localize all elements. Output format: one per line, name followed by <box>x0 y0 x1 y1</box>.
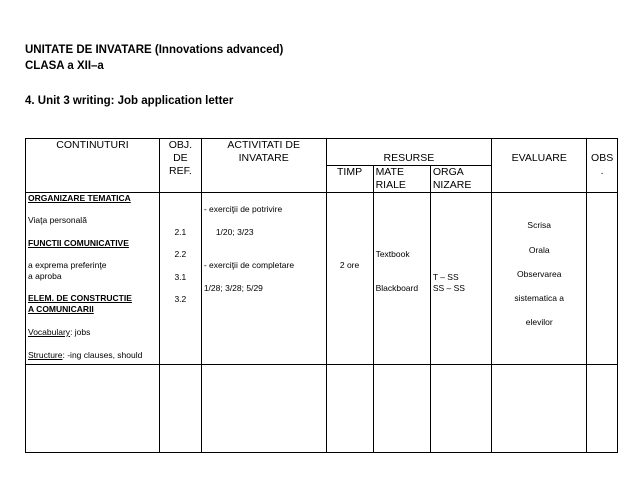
empty-cell <box>159 365 201 453</box>
exercise-2-ref: 1/28; 3/28; 5/29 <box>203 283 263 293</box>
exercise-2: - exerciţii de completare <box>203 260 295 270</box>
obj-ref-3: 3.1 <box>174 272 187 282</box>
exercise-1-ref: 1/20; 3/23 <box>215 227 254 237</box>
functii-comunicative-heading: FUNCTII COMUNICATIVE <box>28 238 129 248</box>
class-line: CLASA a XII–a <box>25 60 104 72</box>
empty-cell <box>492 365 587 453</box>
obj-ref-1: 2.1 <box>174 227 187 237</box>
organizare-cell <box>430 193 491 365</box>
header-obs: OBS . <box>587 139 618 193</box>
header-materiale: MATE RIALE <box>373 166 430 193</box>
empty-cell <box>587 365 618 453</box>
header-evaluare: EVALUARE <box>492 139 587 193</box>
elem-constructie-heading: ELEM. DE CONSTRUCTIE <box>28 293 132 303</box>
materiale-blackboard: Blackboard <box>375 283 419 293</box>
empty-cell <box>430 365 491 453</box>
organizare-t-ss: T – SS <box>432 272 459 282</box>
obs-cell <box>587 193 618 365</box>
evaluare-cell <box>492 193 587 365</box>
evaluare-sistematica: sistematica a <box>514 293 565 303</box>
preferinte-text: a exprema preferinţe <box>28 260 107 270</box>
aproba-text: a aproba <box>28 271 62 281</box>
obj-ref-2: 2.2 <box>174 249 187 259</box>
unit-line: 4. Unit 3 writing: Job application letter <box>25 95 234 107</box>
vocabulary-line: Vocabulary: jobs <box>28 327 91 337</box>
evaluare-elevilor: elevilor <box>525 317 553 327</box>
obj-ref-4: 3.2 <box>174 294 187 304</box>
empty-cell <box>326 365 373 453</box>
empty-cell <box>26 365 160 453</box>
activitati-cell <box>201 193 326 365</box>
materiale-textbook: Textbook <box>375 249 410 259</box>
header-obj-ref: OBJ. DE REF. <box>159 139 201 193</box>
header-timp: TIMP <box>326 166 373 193</box>
header-activitati: ACTIVITATI DE INVATARE <box>201 139 326 193</box>
exercise-1: - exerciţii de potrivire <box>203 204 283 214</box>
organizare-ss-ss: SS – SS <box>432 283 465 293</box>
header-continuturi: CONTINUTURI <box>26 139 160 193</box>
materiale-cell <box>373 193 430 365</box>
empty-cell <box>201 365 326 453</box>
continuturi-cell <box>26 193 160 365</box>
structure-line: Structure: -ing clauses, should <box>28 350 143 360</box>
viata-personala-text: Viaţa personală <box>28 215 87 225</box>
timp-value: 2 ore <box>339 260 360 270</box>
evaluare-observarea: Observarea <box>517 269 562 279</box>
organizare-tematica-heading: ORGANIZARE TEMATICA <box>28 193 131 203</box>
header-resurse: RESURSE <box>326 139 492 166</box>
obj-ref-cell <box>159 193 201 365</box>
document-title: UNITATE DE INVATARE (Innovations advanced) <box>25 44 284 56</box>
header-organizare: ORGA NIZARE <box>430 166 491 193</box>
empty-cell <box>373 365 430 453</box>
timp-cell <box>326 193 373 365</box>
evaluare-orala: Orala <box>528 245 550 255</box>
comunicarii-heading: A COMUNICARII <box>28 304 94 314</box>
lesson-plan-table <box>25 138 618 453</box>
evaluare-scrisa: Scrisa <box>527 220 552 230</box>
